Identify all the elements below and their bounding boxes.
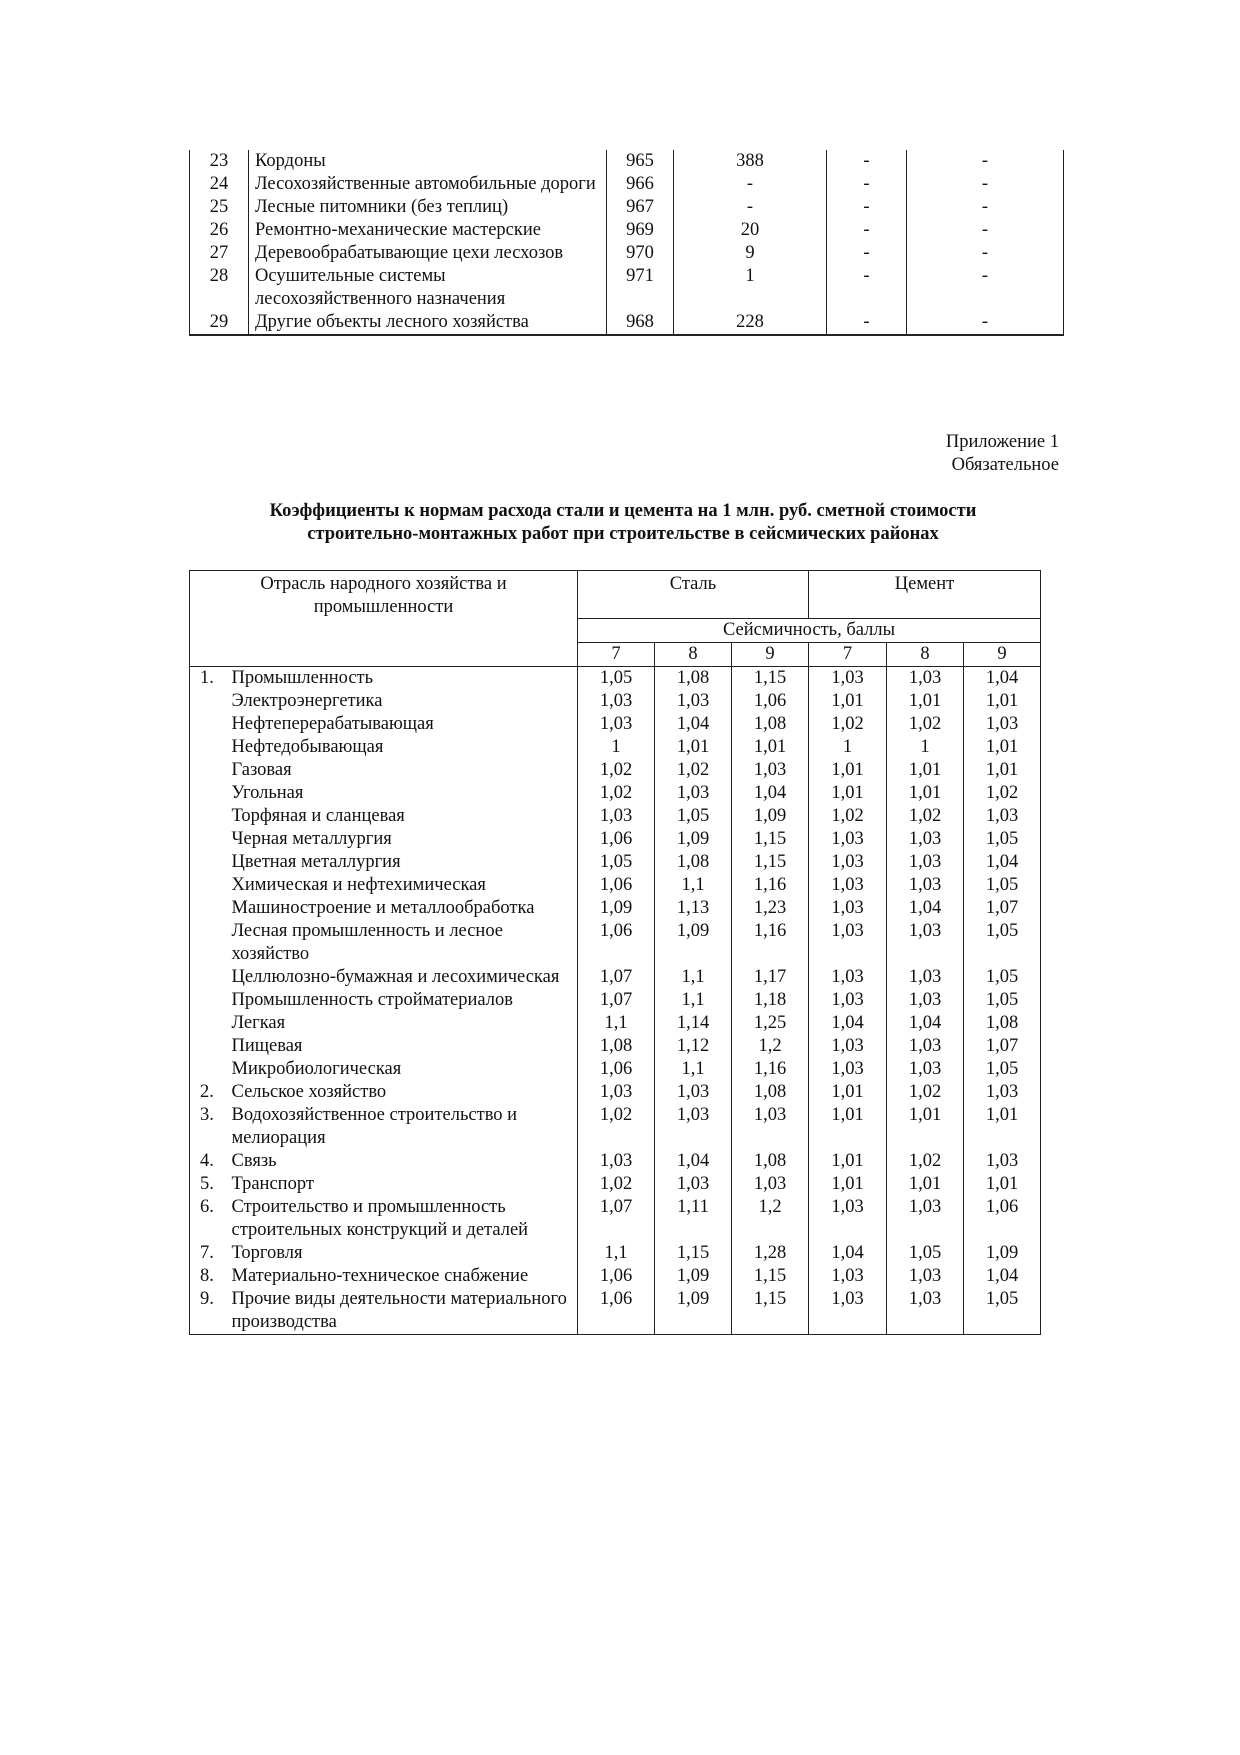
coefficient-value: 1,16	[732, 920, 809, 966]
coefficient-value: 1,05	[964, 920, 1041, 966]
coefficient-value: 1,02	[887, 1081, 964, 1104]
coefficient-value: 1,03	[887, 667, 964, 691]
coefficient-value: 1,15	[732, 828, 809, 851]
coefficient-value: 1,09	[732, 805, 809, 828]
coefficient-value: 1,05	[964, 1058, 1041, 1081]
coefficient-value: 1,05	[964, 1288, 1041, 1335]
coefficient-value: 1,03	[809, 989, 887, 1012]
row-number: 26	[190, 219, 249, 242]
coefficient-value: 1,17	[732, 966, 809, 989]
sector-name: Черная металлургия	[226, 828, 578, 851]
row-number	[190, 828, 226, 851]
coefficient-value: 1,04	[964, 851, 1041, 874]
coefficient-value: 1,08	[578, 1035, 655, 1058]
header-seismic-point: 7	[809, 643, 887, 667]
coefficient-value: 1	[578, 736, 655, 759]
coefficient-value: 1,02	[887, 713, 964, 736]
object-code: 968	[607, 311, 674, 335]
object-name: Осушительные системы лесохозяйственного назначения	[249, 265, 607, 311]
value-1: 20	[674, 219, 827, 242]
row-number	[190, 989, 226, 1012]
row-number	[190, 713, 226, 736]
row-number: 28	[190, 265, 249, 311]
coefficient-value: 1,05	[655, 805, 732, 828]
object-code: 967	[607, 196, 674, 219]
sector-name: Транспорт	[226, 1173, 578, 1196]
coefficient-value: 1,03	[887, 851, 964, 874]
coefficient-value: 1,01	[964, 759, 1041, 782]
coefficient-value: 1,16	[732, 1058, 809, 1081]
coefficient-value: 1,06	[578, 874, 655, 897]
row-number	[190, 966, 226, 989]
table-row	[190, 1288, 1041, 1335]
sector-name: Лесная промышленность и лесное хозяйство	[226, 920, 578, 966]
coefficient-value: 1,04	[732, 782, 809, 805]
coefficient-value: 1,02	[578, 759, 655, 782]
coefficient-value: 1,1	[578, 1012, 655, 1035]
row-number: 25	[190, 196, 249, 219]
coefficient-value: 1,1	[655, 874, 732, 897]
coefficient-value: 1,05	[964, 989, 1041, 1012]
sector-name: Торфяная и сланцевая	[226, 805, 578, 828]
sector-name: Нефтеперерабатывающая	[226, 713, 578, 736]
coefficient-value: 1,04	[964, 1265, 1041, 1288]
coefficient-value: 1,01	[887, 1104, 964, 1150]
sector-name: Прочие виды деятельности материального производства	[226, 1288, 578, 1335]
row-number: 6.	[190, 1196, 226, 1242]
coefficient-value: 1,03	[887, 1265, 964, 1288]
row-number: 3.	[190, 1104, 226, 1150]
coefficient-value: 1,03	[655, 1104, 732, 1150]
coefficient-value: 1,12	[655, 1035, 732, 1058]
coefficient-value: 1,05	[578, 851, 655, 874]
value-2: -	[827, 173, 907, 196]
header-cement: Цемент	[809, 571, 1041, 619]
coefficient-value: 1,03	[732, 759, 809, 782]
sector-name: Водохозяйственное строительство и мелиорация	[226, 1104, 578, 1150]
coefficient-value: 1,06	[964, 1196, 1041, 1242]
coefficient-value: 1,08	[964, 1012, 1041, 1035]
value-3: -	[907, 196, 1064, 219]
coefficient-value: 1,03	[578, 805, 655, 828]
coefficient-value: 1,01	[887, 1173, 964, 1196]
coefficient-value: 1,2	[732, 1035, 809, 1058]
row-number	[190, 1012, 226, 1035]
coefficient-value: 1,15	[732, 851, 809, 874]
row-number: 23	[190, 150, 249, 173]
coefficient-value: 1,04	[887, 897, 964, 920]
table-row	[190, 1265, 1041, 1288]
value-1: 228	[674, 311, 827, 335]
coefficient-value: 1,05	[578, 667, 655, 691]
row-number	[190, 736, 226, 759]
coefficient-value: 1,02	[887, 1150, 964, 1173]
coefficient-value: 1,05	[887, 1242, 964, 1265]
coefficient-value: 1,03	[809, 1265, 887, 1288]
coefficient-value: 1,01	[964, 690, 1041, 713]
table-row	[190, 736, 1041, 759]
coefficient-value: 1,03	[809, 1196, 887, 1242]
object-code: 969	[607, 219, 674, 242]
coefficient-value: 1,06	[578, 1288, 655, 1335]
object-name: Другие объекты лесного хозяйства	[249, 311, 607, 335]
coefficient-value: 1,05	[964, 874, 1041, 897]
sector-name: Промышленность стройматериалов	[226, 989, 578, 1012]
coefficient-value: 1,01	[964, 736, 1041, 759]
coefficient-value: 1,01	[964, 1173, 1041, 1196]
value-1: 1	[674, 265, 827, 311]
coefficient-value: 1,09	[655, 1265, 732, 1288]
coefficient-value: 1,03	[809, 851, 887, 874]
table-row	[190, 713, 1041, 736]
sector-name: Химическая и нефтехимическая	[226, 874, 578, 897]
object-code: 965	[607, 150, 674, 173]
coefficient-value: 1,11	[655, 1196, 732, 1242]
appendix-status: Обязательное	[951, 455, 1059, 475]
table-row	[190, 690, 1041, 713]
table-row	[190, 805, 1041, 828]
value-2: -	[827, 242, 907, 265]
coefficient-value: 1,1	[655, 1058, 732, 1081]
table-row	[190, 1081, 1041, 1104]
coefficient-value: 1,06	[578, 920, 655, 966]
coefficient-value: 1,09	[964, 1242, 1041, 1265]
row-number	[190, 759, 226, 782]
coefficient-value: 1	[887, 736, 964, 759]
coefficient-value: 1,08	[655, 667, 732, 691]
value-1: 388	[674, 150, 827, 173]
table-row	[190, 219, 1064, 242]
coefficient-value: 1,03	[578, 1081, 655, 1104]
coefficient-value: 1,15	[732, 1265, 809, 1288]
coefficient-value: 1,03	[964, 1081, 1041, 1104]
row-number: 4.	[190, 1150, 226, 1173]
table-row	[190, 1150, 1041, 1173]
title-line-1: Коэффициенты к нормам расхода стали и цемента на 1 млн. руб. сметной стоимости	[269, 501, 977, 521]
appendix-number: Приложение 1	[945, 432, 1059, 452]
header-seismic-point: 9	[964, 643, 1041, 667]
coefficient-value: 1,28	[732, 1242, 809, 1265]
value-3: -	[907, 265, 1064, 311]
sector-name: Цветная металлургия	[226, 851, 578, 874]
coefficient-value: 1,03	[964, 805, 1041, 828]
coefficient-value: 1,03	[887, 874, 964, 897]
coefficient-value: 1,06	[732, 690, 809, 713]
coefficient-value: 1,05	[964, 966, 1041, 989]
object-name: Кордоны	[249, 150, 607, 173]
row-number: 29	[190, 311, 249, 335]
table-row	[190, 667, 1041, 691]
coefficient-value: 1,02	[964, 782, 1041, 805]
header-blank	[190, 643, 578, 667]
header-steel: Сталь	[578, 571, 809, 619]
coefficient-value: 1,03	[887, 920, 964, 966]
coefficient-value: 1,08	[732, 713, 809, 736]
value-1: -	[674, 173, 827, 196]
coefficient-value: 1,08	[732, 1150, 809, 1173]
row-number	[190, 851, 226, 874]
coefficient-value: 1,01	[655, 736, 732, 759]
coefficient-value: 1,03	[809, 828, 887, 851]
value-2: -	[827, 265, 907, 311]
row-number: 8.	[190, 1265, 226, 1288]
coefficient-value: 1,04	[809, 1012, 887, 1035]
coefficient-value: 1,09	[655, 920, 732, 966]
coefficient-value: 1,03	[655, 1173, 732, 1196]
coefficient-value: 1,03	[887, 1196, 964, 1242]
table-row	[190, 782, 1041, 805]
sector-name: Газовая	[226, 759, 578, 782]
value-1: -	[674, 196, 827, 219]
coefficient-value: 1,07	[578, 1196, 655, 1242]
coefficient-value: 1,03	[809, 897, 887, 920]
coefficient-value: 1,09	[655, 1288, 732, 1335]
coefficient-value: 1,14	[655, 1012, 732, 1035]
coefficient-value: 1,03	[578, 1150, 655, 1173]
coefficient-value: 1,15	[732, 667, 809, 691]
coefficient-value: 1,2	[732, 1196, 809, 1242]
table-row	[190, 828, 1041, 851]
coefficient-value: 1,15	[732, 1288, 809, 1335]
row-number: 7.	[190, 1242, 226, 1265]
sector-name: Связь	[226, 1150, 578, 1173]
header-seismic-point: 8	[887, 643, 964, 667]
coefficient-value: 1,03	[655, 1081, 732, 1104]
row-number: 24	[190, 173, 249, 196]
value-2: -	[827, 196, 907, 219]
table-row	[190, 311, 1064, 335]
coefficient-value: 1,01	[887, 759, 964, 782]
coefficient-value: 1,1	[578, 1242, 655, 1265]
coefficient-value: 1,06	[578, 1265, 655, 1288]
table-row	[190, 989, 1041, 1012]
table-row	[190, 1104, 1041, 1150]
coefficient-value: 1,03	[964, 1150, 1041, 1173]
coefficient-value: 1,03	[887, 1288, 964, 1335]
row-number	[190, 897, 226, 920]
coefficients-table	[189, 570, 1041, 1335]
value-1: 9	[674, 242, 827, 265]
object-name: Деревообрабатывающие цехи лесхозов	[249, 242, 607, 265]
coefficient-value: 1,06	[578, 828, 655, 851]
coefficient-value: 1,01	[809, 1081, 887, 1104]
coefficient-value: 1,18	[732, 989, 809, 1012]
table-row	[190, 874, 1041, 897]
coefficient-value: 1,02	[809, 713, 887, 736]
coefficient-value: 1,01	[809, 1150, 887, 1173]
coefficient-value: 1,01	[964, 1104, 1041, 1150]
coefficient-value: 1,06	[578, 1058, 655, 1081]
value-2: -	[827, 311, 907, 335]
sector-name: Нефтедобывающая	[226, 736, 578, 759]
coefficient-value: 1,1	[655, 966, 732, 989]
header-seismic-point: 7	[578, 643, 655, 667]
table-row	[190, 173, 1064, 196]
object-name: Ремонтно-механические мастерские	[249, 219, 607, 242]
header-seismic: Сейсмичность, баллы	[578, 619, 1041, 643]
coefficient-value: 1,07	[964, 1035, 1041, 1058]
row-number	[190, 1058, 226, 1081]
coefficient-value: 1,01	[809, 1173, 887, 1196]
coefficient-value: 1,03	[732, 1173, 809, 1196]
row-number: 9.	[190, 1288, 226, 1335]
value-2: -	[827, 219, 907, 242]
row-number	[190, 782, 226, 805]
coefficient-value: 1,03	[809, 874, 887, 897]
coefficient-value: 1,04	[887, 1012, 964, 1035]
table-row	[190, 1012, 1041, 1035]
coefficient-value: 1,09	[655, 828, 732, 851]
table-row	[190, 851, 1041, 874]
coefficient-value: 1,02	[578, 1173, 655, 1196]
row-number: 27	[190, 242, 249, 265]
coefficient-value: 1,01	[887, 690, 964, 713]
value-3: -	[907, 150, 1064, 173]
coefficient-value: 1,03	[887, 828, 964, 851]
value-3: -	[907, 242, 1064, 265]
sector-name: Торговля	[226, 1242, 578, 1265]
sector-name: Угольная	[226, 782, 578, 805]
value-3: -	[907, 173, 1064, 196]
coefficient-value: 1,03	[887, 989, 964, 1012]
coefficient-value: 1,03	[732, 1104, 809, 1150]
coefficient-value: 1,03	[655, 782, 732, 805]
coefficient-value: 1,02	[809, 805, 887, 828]
coefficient-value: 1,15	[655, 1242, 732, 1265]
table-title	[189, 500, 1057, 546]
coefficient-value: 1,08	[655, 851, 732, 874]
sector-name: Пищевая	[226, 1035, 578, 1058]
sector-name: Электроэнергетика	[226, 690, 578, 713]
sector-name: Строительство и промышленность строительных конструкций и деталей	[226, 1196, 578, 1242]
row-number	[190, 805, 226, 828]
table-row	[190, 1242, 1041, 1265]
coefficient-value: 1,25	[732, 1012, 809, 1035]
table-row	[190, 265, 1064, 311]
row-number	[190, 920, 226, 966]
sector-name: Целлюлозно-бумажная и лесохимическая	[226, 966, 578, 989]
coefficient-value: 1,01	[809, 690, 887, 713]
table-row	[190, 1035, 1041, 1058]
table-row	[190, 966, 1041, 989]
coefficient-value: 1,01	[809, 782, 887, 805]
table-row	[190, 1173, 1041, 1196]
coefficient-value: 1,03	[809, 667, 887, 691]
row-number: 5.	[190, 1173, 226, 1196]
sector-name: Легкая	[226, 1012, 578, 1035]
coefficient-value: 1,03	[964, 713, 1041, 736]
object-name: Лесохозяйственные автомобильные дороги	[249, 173, 607, 196]
coefficient-value: 1,23	[732, 897, 809, 920]
title-line-2: строительно-монтажных работ при строительстве в сейсмических районах	[307, 524, 939, 544]
coefficient-value: 1,01	[809, 1104, 887, 1150]
value-2: -	[827, 150, 907, 173]
table-row	[190, 920, 1041, 966]
table-row	[190, 1058, 1041, 1081]
coefficient-value: 1,03	[809, 1035, 887, 1058]
coefficient-value: 1,02	[578, 1104, 655, 1150]
coefficient-value: 1,07	[578, 989, 655, 1012]
table-row	[190, 150, 1064, 173]
coefficient-value: 1,03	[887, 966, 964, 989]
coefficient-value: 1,03	[809, 1288, 887, 1335]
row-number: 1.	[190, 667, 226, 691]
coefficient-value: 1,03	[655, 690, 732, 713]
coefficient-value: 1,02	[887, 805, 964, 828]
object-code: 971	[607, 265, 674, 311]
coefficient-value: 1,01	[732, 736, 809, 759]
row-number	[190, 874, 226, 897]
sector-name: Сельское хозяйство	[226, 1081, 578, 1104]
coefficient-value: 1,03	[578, 690, 655, 713]
coefficient-value: 1,02	[655, 759, 732, 782]
coefficient-value: 1,04	[655, 1150, 732, 1173]
coefficient-value: 1,03	[809, 1058, 887, 1081]
sector-name: Машиностроение и металлообработка	[226, 897, 578, 920]
coefficient-value: 1,08	[732, 1081, 809, 1104]
coefficient-value: 1,03	[809, 920, 887, 966]
coefficient-value: 1,04	[809, 1242, 887, 1265]
table-row	[190, 242, 1064, 265]
coefficient-value: 1,13	[655, 897, 732, 920]
row-number	[190, 690, 226, 713]
coefficient-value: 1,04	[964, 667, 1041, 691]
coefficient-value: 1,02	[578, 782, 655, 805]
object-code: 970	[607, 242, 674, 265]
coefficient-value: 1,09	[578, 897, 655, 920]
row-number	[190, 1035, 226, 1058]
coefficient-value: 1,01	[809, 759, 887, 782]
table-row	[190, 759, 1041, 782]
table-row	[190, 1196, 1041, 1242]
header-seismic-point: 9	[732, 643, 809, 667]
object-name: Лесные питомники (без теплиц)	[249, 196, 607, 219]
sector-name: Материально-техническое снабжение	[226, 1265, 578, 1288]
value-3: -	[907, 219, 1064, 242]
coefficient-value: 1,07	[578, 966, 655, 989]
object-code: 966	[607, 173, 674, 196]
coefficient-value: 1,16	[732, 874, 809, 897]
coefficient-value: 1,04	[655, 713, 732, 736]
value-3: -	[907, 311, 1064, 335]
row-number: 2.	[190, 1081, 226, 1104]
coefficient-value: 1,03	[887, 1035, 964, 1058]
coefficient-value: 1	[809, 736, 887, 759]
coefficient-value: 1,1	[655, 989, 732, 1012]
forestry-objects-table	[189, 150, 1064, 336]
coefficient-value: 1,05	[964, 828, 1041, 851]
table-row	[190, 196, 1064, 219]
header-seismic-point: 8	[655, 643, 732, 667]
coefficient-value: 1,03	[578, 713, 655, 736]
coefficient-value: 1,01	[887, 782, 964, 805]
coefficient-value: 1,03	[809, 966, 887, 989]
header-sector: Отрасль народного хозяйства и промышленности	[190, 571, 578, 643]
sector-name: Микробиологическая	[226, 1058, 578, 1081]
coefficient-value: 1,03	[887, 1058, 964, 1081]
sector-name: Промышленность	[226, 667, 578, 691]
coefficient-value: 1,07	[964, 897, 1041, 920]
table-row	[190, 897, 1041, 920]
